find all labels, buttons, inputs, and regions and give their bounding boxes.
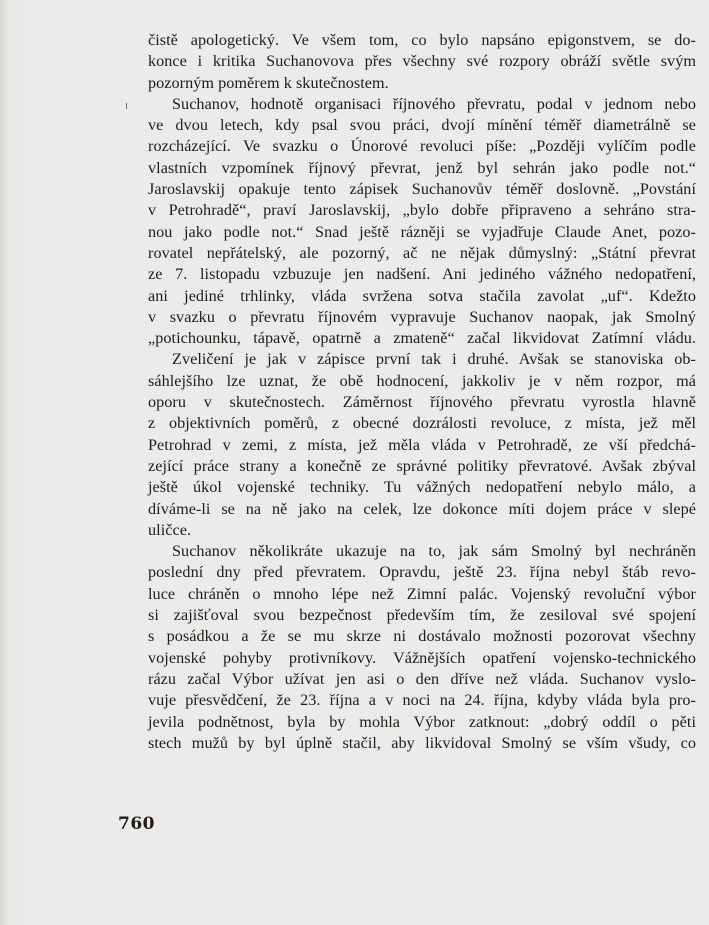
text-line: díváme-li se na ně jako na celek, lze dokonce míti dojem práce v slepé <box>148 499 696 518</box>
text-line: rázu začal Výbor užívat jen asi o den dříve než vláda. Suchanov vyslo- <box>148 669 696 688</box>
text-line: ani jediné trhlinky, vláda svržena sotva stačila zavolat „uf“. Kdežto <box>148 286 696 305</box>
text-line: stech mužů by byl úplně stačil, aby likvidoval Smolný se vším všudy, co <box>148 733 696 752</box>
text-line: v Petrohradě“, praví Jaroslavskij, „bylo dobře připraveno a sehráno stra- <box>148 201 696 220</box>
text-line: „potichounku, tápavě, opatrně a zmateně“ začal likvidovat Zatímní vládu. <box>148 329 696 348</box>
body-text <box>148 30 696 754</box>
text-line: poslední dny před převratem. Opravdu, ještě 23. října nebyl štáb revo- <box>148 563 696 582</box>
text-line: ze 7. listopadu vzbuzuje jen nadšení. Ani jediného vážného nedopatření, <box>148 265 696 284</box>
text-line: ve dvou letech, kdy psal svou práci, dvojí mínění téměř diametrálně se <box>148 116 696 135</box>
text-line: vuje přesvědčení, že 23. října a v noci na 24. října, kdyby vláda byla pro- <box>148 691 696 710</box>
text-line: Suchanov několikráte ukazuje na to, jak sám Smolný byl nechráněn <box>172 542 696 561</box>
text-line: čistě apologetický. Ve všem tom, co bylo napsáno epigonstvem, se do- <box>148 31 696 49</box>
text-line: vojenské pohyby protivníkovy. Vážnějších opatření vojensko-technického <box>148 648 696 667</box>
text-line: sáhlejšího lze uznat, že obě hodnocení, jakkoliv je v něm rozpor, má <box>148 371 696 390</box>
text-line: konce i kritika Suchanovova přes všechny své rozpory obráží světle svým <box>148 52 696 71</box>
text-line: uličce. <box>148 520 192 539</box>
text-line: si zajišťoval svou bezpečnost především tím, že zesiloval své spojení <box>148 606 696 625</box>
text-line: luce chráněn o mnoho lépe než Zimní palác. Vojenský revoluční výbor <box>148 584 696 603</box>
text-line: rovatel nepřátelský, ale pozorný, ač ne nějak důmyslný: „Státní převrat <box>148 243 696 262</box>
text-line: rozcházející. Ve svazku o Únorové revoluci píše: „Později vylíčím podle <box>148 137 696 156</box>
text-line: Zveličení je jak v zápisce první tak i druhé. Avšak se stanoviska ob- <box>172 350 696 369</box>
text-line: z objektivních poměrů, z obecné dozrálosti revoluce, z místa, jež měl <box>148 414 696 433</box>
text-line: s posádkou a že se mu skrze ni dostávalo možnosti pozorovat všechny <box>148 627 696 646</box>
text-line: vlastních vzpomínek říjnový převrat, jenž byl sehrán jako podle not.“ <box>148 158 696 177</box>
text-line: pozorným poměrem k skutečnostem. <box>148 73 389 92</box>
text-line: Suchanov, hodnotě organisaci říjnového převratu, podal v jednom nebo <box>172 94 696 113</box>
text-line: Jaroslavskij opakuje tento zápisek Suchanovův téměř doslovně. „Povstání <box>148 180 696 199</box>
text-line: oporu v skutečnostech. Záměrnost říjnového převratu vyrostla hlavně <box>148 393 696 412</box>
scan-speck <box>126 103 127 109</box>
text-line: v svazku o převratu říjnovém vypravuje Suchanov naopak, jak Smolný <box>148 307 696 326</box>
text-line: jevila podnětnost, byla by mohla Výbor zatknout: „dobrý oddíl o pěti <box>148 712 696 731</box>
text-line: Petrohrad v zemi, z místa, jež měla vláda v Petrohradě, ze vší předchá- <box>148 435 696 454</box>
page-number: 760 <box>118 814 155 834</box>
text-line: zející práce strany a konečně ze správné politiky převratové. Avšak zbýval <box>148 456 696 475</box>
text-line: nou jako podle not.“ Snad ještě rázněji se vyjadřuje Claude Anet, pozo- <box>148 222 696 241</box>
text-line: ještě úkol vojenské techniky. Tu vážných nedopatření nebylo málo, a <box>148 478 696 497</box>
